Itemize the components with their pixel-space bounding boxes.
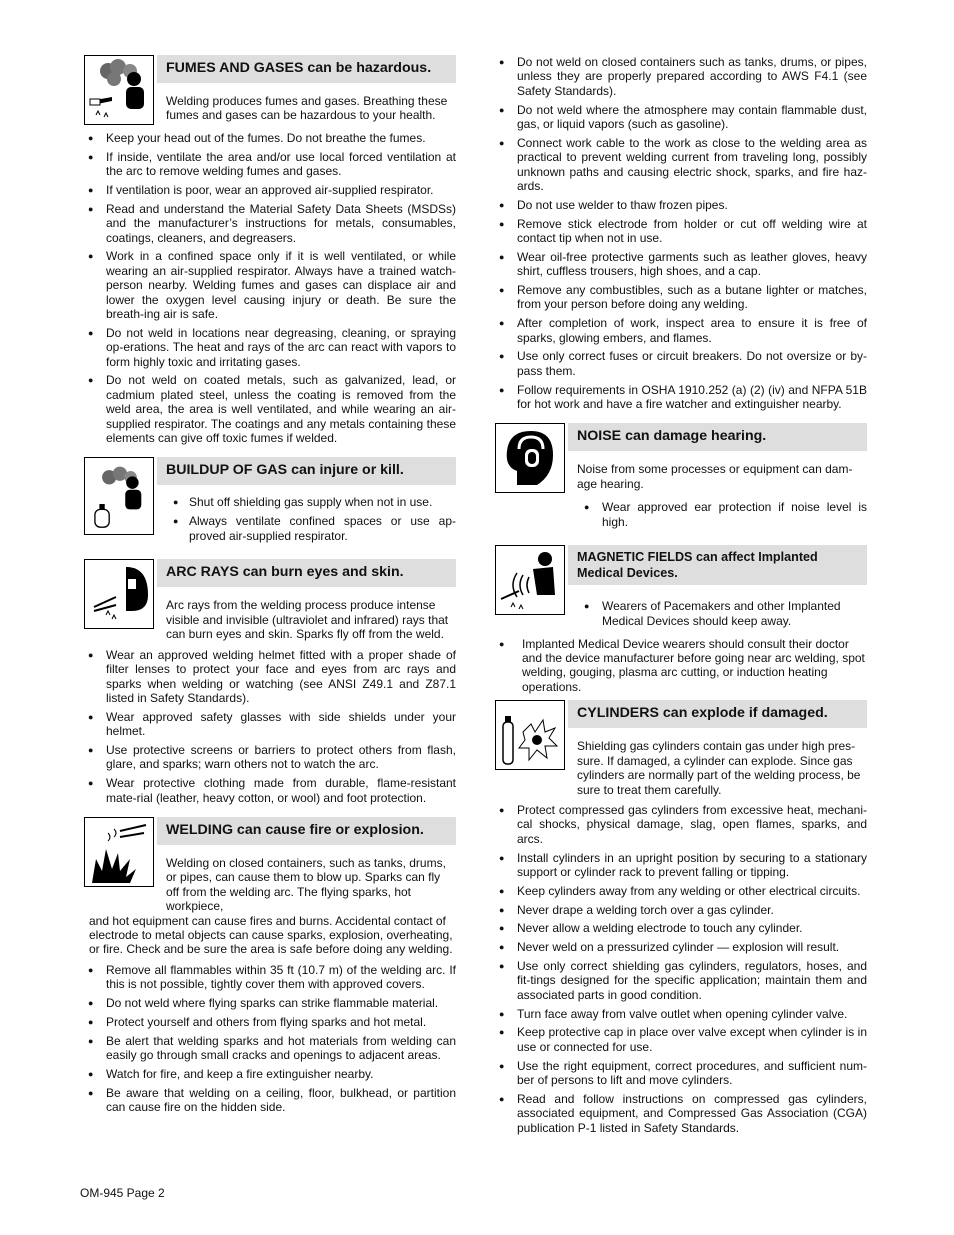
list-item: ● Remove any combustibles, such as a butane lighter or matches, from your person before doing any welding. [495,283,867,312]
noise-hearing-icon [495,423,565,493]
list-item: ● Do not weld in locations near degreasing, cleaning, or spraying op-erations. The heat and rays of the arc can react with vapors to form highly toxic and irritating gases. [84,326,456,369]
fire-explosion-icon [84,817,154,887]
noise-intro: Noise from some processes or equipment can dam-age hearing. [577,462,853,491]
list-item: ● Keep your head out of the fumes. Do not breathe the fumes. [84,131,456,145]
fumes-intro: Welding produces fumes and gases. Breathing these fumes and gases can be hazardous to your health. [166,94,448,123]
list-item: ● Remove all flammables within 35 ft (10.7 m) of the welding arc. If this is not possible, tightly cover them with approved covers. [84,963,456,992]
list-item: ● Protect yourself and others from flying sparks and hot metal. [84,1015,456,1029]
magnetic-fields-icon [495,545,565,615]
list-item: ● If inside, ventilate the area and/or use local forced ventilation at the arc to remove welding fumes and gases. [84,150,456,179]
list-item: ● If ventilation is poor, wear an approved air-supplied respirator. [84,183,456,197]
cylinders-list [495,803,867,1135]
list-item: ● Keep cylinders away from any welding or other electrical circuits. [495,884,867,898]
list-item: ● Use only correct shielding gas cylinders, regulators, hoses, and fit-tings designed for the specific application; maintain them and associated parts in good condition. [495,959,867,1002]
list-item: ● Use protective screens or barriers to protect others from flash, glare, and sparks; warn others not to watch the arc. [84,743,456,772]
list-item: ● Do not weld on closed containers such as tanks, drums, or pipes, unless they are properly prepared according to AWS F4.1 (see Safety Standards). [495,55,867,98]
list-item: ● Use only correct fuses or circuit breakers. Do not oversize or by-pass them. [495,349,867,378]
cylinders-section [495,700,867,1135]
list-item: ● Wear approved ear protection if noise level is high. [568,500,867,529]
list-item: ● Never allow a welding electrode to touch any cylinder. [495,921,867,935]
fire-title: WELDING can cause fire or explosion. [157,817,456,845]
list-item: ● Install cylinders in an upright position by securing to a stationary support or cylinder rack to prevent falling or tipping. [495,851,867,880]
noise-section [495,423,867,533]
list-item: ● Wearers of Pacemakers and other Implanted Medical Devices should keep away. [568,599,867,628]
fumes-list [84,131,456,445]
cylinders-intro: Shielding gas cylinders contain gas under high pres-sure. If damaged, a cylinder can explode. Since gas cylinders are normally part of the welding process, be sure to treat them carefully. [577,739,861,797]
magnetic-title: MAGNETIC FIELDS can affect Implanted Medical Devices. [568,545,867,585]
magnetic-wide-list [495,637,867,695]
fire-intro-b: and hot equipment can cause fires and burns. Accidental contact of electrode to metal objects can cause sparks, explosion, overheating, or fire. Check and be sure the area is safe before doing any welding. [89,913,453,957]
gas-buildup-icon [84,457,154,535]
arc-rays-list [84,648,456,805]
right-column [495,55,867,1147]
list-item: ● Watch for fire, and keep a fire extinguisher nearby. [84,1067,456,1081]
list-item: ● Connect work cable to the work as close to the welding area as practical to prevent welding current from traveling long, possibly unknown paths and causing electric shock, sparks, and fire haz-ards. [495,136,867,194]
list-item: ● Never drape a welding torch over a gas cylinder. [495,903,867,917]
list-item: ● Do not weld on coated metals, such as galvanized, lead, or cadmium plated steel, unless the coating is removed from the weld area, the area is well ventilated, and while wearing an air-supplied respirator. The coatings and any metals containing these elements can give off toxic fumes if welded. [84,373,456,445]
list-item: ● Use the right equipment, correct procedures, and sufficient num-ber of persons to lift and move cylinders. [495,1059,867,1088]
fire-intro-a: Welding on closed containers, such as tanks, drums, or pipes, can cause them to blow up. Sparks can fly off from the welding arc. The flying sparks, hot workpiece, [166,855,446,914]
list-item: ● Keep protective cap in place over valve except when cylinder is in use or connected for use. [495,1025,867,1054]
list-item: ● Always ventilate confined spaces or use ap-proved air-supplied respirator. [157,514,456,543]
list-item: ● Wear protective clothing made from durable, flame-resistant mate-rial (leather, heavy cotton, or wool) and foot protection. [84,776,456,805]
list-item: ● Be alert that welding sparks and hot materials from welding can easily go through small cracks and openings to adjacent areas. [84,1034,456,1063]
list-item: ● Wear approved safety glasses with side shields under your helmet. [84,710,456,739]
cylinder-explosion-icon [495,700,565,770]
fumes-title: FUMES AND GASES can be hazardous. [157,55,456,83]
noise-title: NOISE can damage hearing. [568,423,867,451]
magnetic-section [495,545,867,694]
list-item: ● Work in a confined space only if it is well ventilated, or while wearing an air-supplied respirator. Always have a trained watch-person nearby. Welding fumes and gases can displace air and lower the oxygen level causing injury or death. Be sure the breath-ing air is safe. [84,249,456,321]
list-item: ● Read and understand the Material Safety Data Sheets (MSDSs) and the manufacturer’s instructions for metals, consumables, coatings, cleaners, and degreasers. [84,202,456,245]
list-item: ● Do not use welder to thaw frozen pipes. [495,198,867,212]
cylinders-title: CYLINDERS can explode if damaged. [568,700,867,728]
list-item: ● Be aware that welding on a ceiling, floor, bulkhead, or partition can cause fire on the hidden side. [84,1086,456,1115]
page-footer: OM-945 Page 2 [80,1186,165,1200]
fire-list [84,963,456,1115]
left-column [84,55,456,1126]
arc-rays-title: ARC RAYS can burn eyes and skin. [157,559,456,587]
fire-section [84,817,456,1114]
buildup-section [84,457,456,547]
list-item: ● Implanted Medical Device wearers should consult their doctor and the device manufacturer before going near arc welding, spot welding, gouging, plasma arc cutting, or induction heating operations. [495,637,867,695]
list-item: ● Protect compressed gas cylinders from excessive heat, mechani-cal shocks, physical damage, slag, open flames, sparks, and arcs. [495,803,867,846]
list-item: ● Never weld on a pressurized cylinder — explosion will result. [495,940,867,954]
fire-continued-list [495,55,867,411]
list-item: ● Do not weld where the atmosphere may contain flammable dust, gas, or liquid vapors (such as gasoline). [495,103,867,132]
fumes-section [84,55,456,445]
buildup-title: BUILDUP OF GAS can injure or kill. [157,457,456,485]
list-item: ● Read and follow instructions on compressed gas cylinders, associated equipment, and Compressed Gas Association (CGA) publication P-1 listed in Safety Standards. [495,1092,867,1135]
arc-rays-section [84,559,456,804]
list-item: ● Remove stick electrode from holder or cut off welding wire at contact tip when not in use. [495,217,867,246]
noise-list [568,500,867,529]
arc-rays-intro: Arc rays from the welding process produce intense visible and invisible (ultraviolet and infrared) rays that can burn eyes and skin. Sparks fly off from the weld. [166,598,449,642]
arc-rays-icon [84,559,154,629]
buildup-list [157,495,456,543]
list-item: ● Shut off shielding gas supply when not in use. [157,495,456,509]
list-item: ● Turn face away from valve outlet when opening cylinder valve. [495,1007,867,1021]
list-item: ● After completion of work, inspect area to ensure it is free of sparks, glowing embers, and flames. [495,316,867,345]
list-item: ● Follow requirements in OSHA 1910.252 (a) (2) (iv) and NFPA 51B for hot work and have a fire watcher and extinguisher nearby. [495,383,867,412]
list-item: ● Wear an approved welding helmet fitted with a proper shade of filter lenses to protect your face and eyes from arc rays and sparks when welding or watching (see ANSI Z49.1 and Z87.1 listed in Safety Standards). [84,648,456,706]
fumes-hazard-icon [84,55,154,125]
fire-continued-section [495,55,867,411]
list-item: ● Do not weld where flying sparks can strike flammable material. [84,996,456,1010]
list-item: ● Wear oil-free protective garments such as leather gloves, heavy shirt, cuffless trousers, high shoes, and a cap. [495,250,867,279]
magnetic-list [568,599,867,628]
